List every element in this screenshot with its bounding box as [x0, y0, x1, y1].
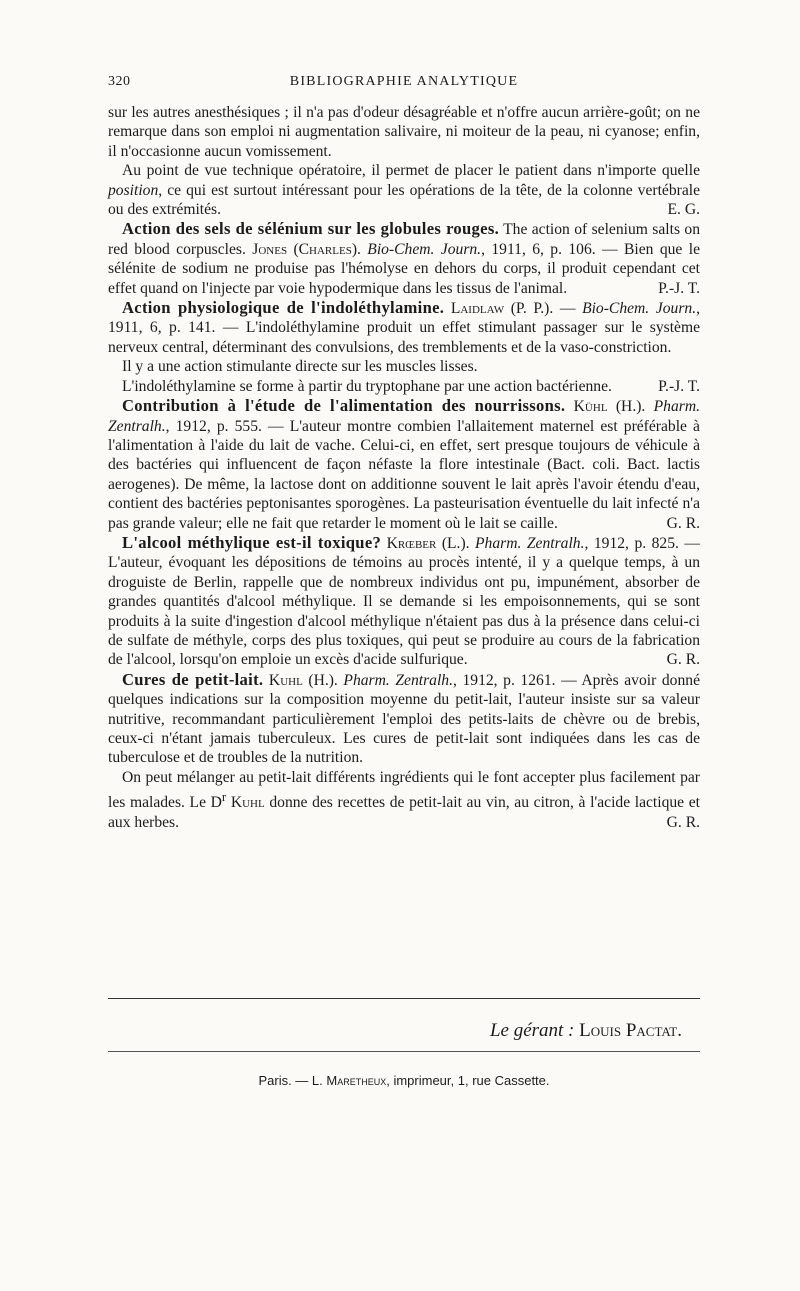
signature: G. R. [666, 514, 700, 532]
entry-author: Kuhl (H.). [263, 671, 344, 689]
page-number: 320 [108, 74, 131, 89]
signature: P.-J. T. [658, 279, 700, 297]
entry-alcool-methylique: L'alcool méthylique est-il toxique? Krœber (L.). Pharm. Zentralh., 1912, p. 825. — L'auteur, évoquant les dépositions de témoins au procès intenté, il y a quelque temps, à un droguiste de Berlin, rappelle que de nombreux individus ont pu, impunément, absorber de grandes quantités d'alcool méthylique. Il se demande si les empoisonnements, qui se sont produits à la suite d'ingestion d'alcool méthylique n'étaient pas dus à la présence dans celui-ci de sulfate de méthyle, corps des plus toxiques, qui peut se produire au cours de la fabrication de l'alcool, lorsqu'on emploie un excès d'acide sulfurique. G. R. [108, 532, 700, 669]
gerant-line: Le gérant : Louis Pactat. [489, 1020, 682, 1041]
entry-text: Après avoir donné quelques indications sur la composition moyenne du petit-lait, l'auteur insiste sur sa valeur nutritive, recommandant particulièrement l'emploi des petits-laits de chèvre ou de brebis, ceux-ci n'étant jamais tuberculeux. Les cures de petit-lait sont indiquées dans les cas de tuberculose et de troubles de la nutrition. [108, 671, 700, 767]
entry-title: L'alcool méthylique est-il toxique? [122, 532, 382, 552]
entry-text: L'auteur, évoquant les dépositions de témoins au procès intenté, il y a quelque temps, à un droguiste de Berlin, rappelle que de nombreux individus ont pu, impunément, absorber de grandes quantités d'alcool méthylique. Il se demande si les empoisonnements, qui se sont produits à la suite d'ingestion d'alcool méthylique n'étaient pas dus à la présence dans celui-ci de sulfate de méthyle, corps des plus toxiques, qui peut se produire au cours de la fabrication de l'alcool, lorsqu'on emploie un excès d'acide sulfurique. [108, 554, 700, 669]
divider [108, 998, 700, 999]
entry-journal: Pharm. Zentralh. [343, 671, 453, 689]
signature: E. G. [667, 201, 700, 219]
entry-nourrissons: Contribution à l'étude de l'alimentation des nourrissons. Kühl (H.). Pharm. Zentralh., 1912, p. 555. — L'auteur montre combien l'allaitement maternel est préférable à l'alimentation à l'aide du lait de vache. Celui-ci, en effet, sert presque toujours de véhicule à des bactéries qui influencent de façon néfaste la flore intestinale (Bact. coli. Bact. lactis aerogenes). De même, la lactose dont on additionne souvent le lait après l'avoir étendu d'eau, contient des bactéries peptonisantes sporogènes. La pasteurisation éventuelle du lait infecté n'a pas grande valeur; elle ne fait que retarder le moment où le lait se caille. G. R. [108, 396, 700, 532]
entry-paragraph: On peut mélanger au petit-lait différents ingrédients qui le font accepter plus facilement par les malades. Le $D^r$ Kuhl donne des recettes de petit-lait au vin, au citron, à l'acide lactique et aux herbes. G. R. [108, 768, 700, 831]
emphasis: position [108, 181, 159, 199]
gerant-name: Louis Pactat. [579, 1020, 682, 1041]
continuation-paragraph: sur les autres anesthésiques ; il n'a pas d'odeur désagréable et n'offre aucun arrière-goût; on ne remarque dans son emploi ni augmentation salivaire, ni moiteur de la peau, ni cyanose; enfin, il n'occasionne aucun vomissement. [108, 104, 700, 160]
entry-journal: Bio-Chem. Journ. [582, 300, 697, 318]
entry-paragraph: L'indoléthylamine se forme à partir du tryptophane par une action bactérienne. P.-J. T. [122, 377, 700, 395]
imprint: Paris. — L. Maretheux, imprimeur, 1, rue Cassette. [258, 1073, 550, 1088]
entry-journal: Bio-Chem. Journ. [360, 240, 482, 258]
entry-author: Jones (Charles). [252, 240, 361, 258]
running-head [108, 74, 700, 94]
entry-text: Bien que le sélénite de sodium ne produise pas l'hémolyse en dehors du corps, il produit cependant cet effet quand on l'injecte par voie hypodermique dans les tissus de l'animal. [108, 240, 700, 297]
entry-author: Kühl (H.). [565, 398, 654, 416]
article-body [108, 103, 700, 832]
entry-journal: Pharm. Zentralh. [475, 534, 585, 552]
entry-author: Laidlaw (P. P.). — [444, 300, 583, 318]
entry-author: Krœber (L.). [381, 534, 476, 552]
entry-petit-lait: Cures de petit-lait. Kuhl (H.). Pharm. Zentralh., 1912, p. 1261. — Après avoir donné quelques indications sur la composition moyenne du petit-lait, l'auteur insiste sur sa valeur nutritive, recommandant particulièrement l'emploi des petits-laits de chèvre ou de brebis, ceux-ci n'étant jamais tuberculeux. Les cures de petit-lait sont indiquées dans les cas de tuberculose et de troubles de la nutrition. [108, 669, 700, 767]
running-title: BIBLIOGRAPHIE ANALYTIQUE [289, 74, 519, 89]
entry-title: Action des sels de sélénium sur les globules rouges. [122, 219, 500, 239]
entry-title: Cures de petit-lait. [122, 669, 264, 689]
entry-paragraph: Il y a une action stimulante directe sur les muscles lisses. [122, 358, 478, 376]
signature: G. R. [666, 651, 700, 669]
continuation-paragraph-2: Au point de vue technique opératoire, il permet de placer le patient dans n'importe quelle position, ce qui est surtout intéressant pour les opérations de la tête, de la colonne vertébrale ou des extrémités. E. G. [108, 162, 700, 219]
signature: P.-J. T. [658, 377, 700, 395]
signature: G. R. [666, 813, 700, 831]
divider [108, 1051, 700, 1052]
entry-indolethylamine: Action physiologique de l'indoléthylamine. Laidlaw (P. P.). — Bio-Chem. Journ., 1911, 6, p. 141. — L'indoléthylamine produit un effet stimulant passager sur le système nerveux central, déterminant des convulsions, des tremblements et de la vaso-constriction. [108, 298, 700, 356]
entry-title: Action physiologique de l'indoléthylamine. [122, 298, 445, 318]
entry-text: L'auteur montre combien l'allaitement maternel est préférable à l'alimentation à l'aide du lait de vache. Celui-ci, en effet, sert presque toujours de véhicule à des bactéries qui influencent de façon néfaste la flore intestinale (Bact. coli. Bact. lactis aerogenes). De même, la lactose dont on additionne souvent le lait après l'avoir étendu d'eau, contient des bactéries peptonisantes sporogènes. La pasteurisation éventuelle du lait infecté n'a pas grande valeur; elle ne fait que retarder le moment où le lait se caille. [108, 417, 700, 532]
entry-journal: Pharm. Zentralh. [108, 398, 700, 435]
entry-selenium: Action des sels de sélénium sur les globules rouges. The action of selenium salts on red blood corpuscles. Jones (Charles). Bio-Chem. Journ., 1911, 6, p. 106. — Bien que le sélénite de sodium ne produise pas l'hémolyse en dehors du corps, il produit cependant cet effet quand on l'injecte par voie hypodermique dans les tissus de l'animal. P.-J. T. [108, 219, 700, 297]
entry-text: L'indoléthylamine produit un effet stimulant passager sur le système nerveux central, déterminant des convulsions, des tremblements et de la vaso-constriction. [108, 319, 700, 356]
entry-title: Contribution à l'étude de l'alimentation des nourrissons. [122, 396, 566, 416]
